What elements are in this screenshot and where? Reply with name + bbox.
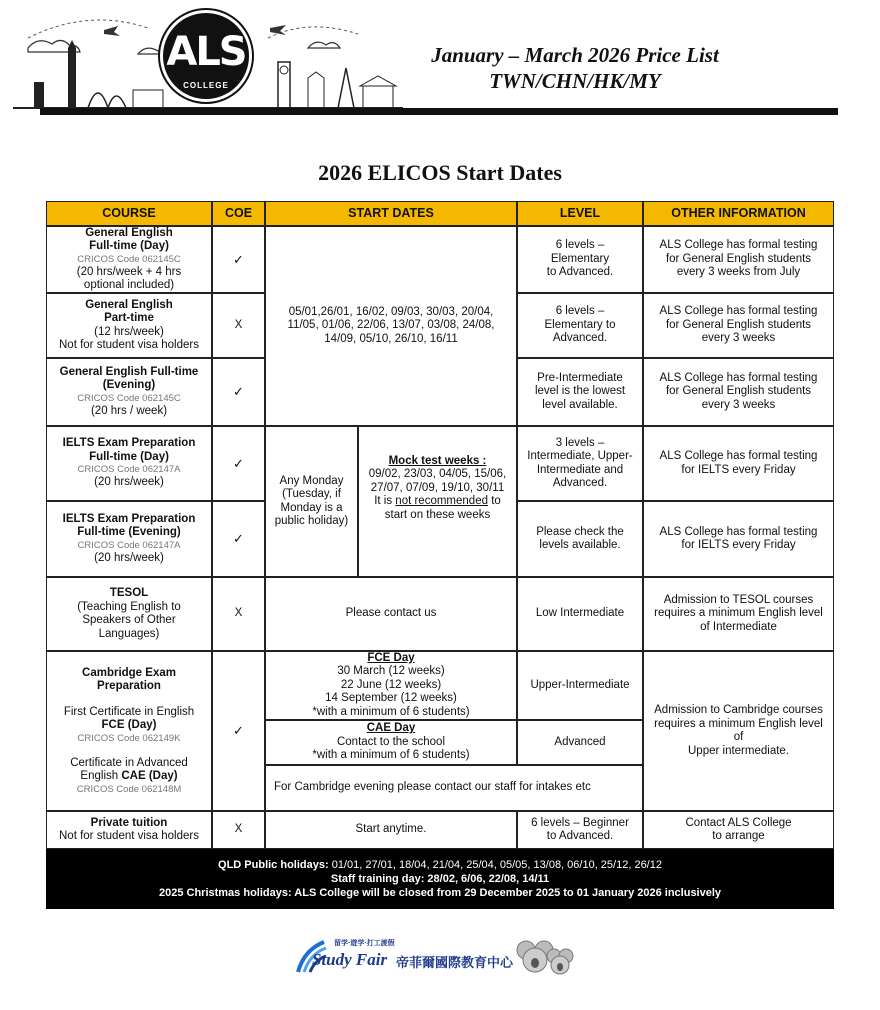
info-line: for General English students xyxy=(665,252,812,265)
mock-note: start on these weeks xyxy=(384,508,491,521)
info-line: ALS College has formal testing xyxy=(659,371,818,384)
visa-note: Not for student visa holders xyxy=(59,830,199,842)
info-line: every 3 weeks xyxy=(701,332,776,345)
info-line: ALS College has formal testing xyxy=(659,305,818,318)
info-line: every 3 weeks from July xyxy=(676,266,801,279)
coe-mark: ✓ xyxy=(212,426,265,501)
course-mode: Full-time (Day) xyxy=(89,450,169,463)
dates-line: 14 September (12 weeks) xyxy=(325,692,457,705)
coe-mark: ✓ xyxy=(212,651,265,811)
tesol-start-dates: Please contact us xyxy=(265,577,517,651)
course-mode: Part-time xyxy=(104,312,154,324)
cricos-code: CRICOS Code 062145C xyxy=(77,392,181,404)
study-fair-tagline: 留学·遊学·打工渡假 xyxy=(334,940,395,947)
level-line: 6 levels – xyxy=(555,239,605,252)
dates-line: 11/05, 01/06, 22/06, 13/07, 03/08, 24/08, xyxy=(287,319,495,332)
fce-label: First Certificate in English xyxy=(63,705,195,718)
course-name: Cambridge Exam xyxy=(82,666,176,679)
public-holidays-label: QLD Public holidays: xyxy=(218,859,329,871)
info-cell xyxy=(643,358,834,426)
course-hours: (20 hrs/week) xyxy=(94,551,164,564)
info-line: for General English students xyxy=(665,318,812,331)
course-general-english-evening xyxy=(46,358,212,426)
level-line: level is the lowest xyxy=(534,385,626,398)
visa-note: Not for student visa holders xyxy=(59,339,199,351)
fce-start-dates xyxy=(265,651,517,720)
level-line: 6 levels – xyxy=(555,305,605,318)
start-dates-table xyxy=(46,201,834,909)
info-line: Admission to TESOL courses xyxy=(663,593,814,606)
info-line: of Intermediate xyxy=(700,620,777,633)
dates-line: *with a minimum of 6 students) xyxy=(312,749,470,762)
info-line: Admission to Cambridge courses xyxy=(654,704,823,716)
mock-note-emphasis: not recommended xyxy=(395,495,488,508)
course-ielts-day xyxy=(46,426,212,501)
study-fair-name: Study Fair xyxy=(312,950,388,969)
info-line: ALS College has formal testing xyxy=(659,239,818,252)
dates-line: 22 June (12 weeks) xyxy=(340,678,442,691)
header-other-info: OTHER INFORMATION xyxy=(643,201,834,226)
level-line: level available. xyxy=(542,398,618,411)
public-holidays-line xyxy=(218,858,662,872)
dates-line: 05/01,26/01, 16/02, 09/03, 30/03, 20/04, xyxy=(288,305,494,318)
cae-label xyxy=(80,770,177,784)
cae-label-text: English xyxy=(80,770,122,782)
course-mode: (Evening) xyxy=(102,379,156,392)
header-start-dates: START DATES xyxy=(265,201,517,226)
info-cell xyxy=(643,426,834,501)
title-line-1: January – March 2026 Price List xyxy=(431,43,719,67)
cricos-code: CRICOS Code 062149K xyxy=(77,732,181,744)
coe-mark: X xyxy=(212,811,265,849)
cae-start-dates xyxy=(265,720,517,765)
course-hours-note: optional included) xyxy=(83,279,175,291)
level-line: Advanced. xyxy=(552,477,608,489)
level-line: Intermediate, Upper- xyxy=(527,450,633,462)
ielts-start-dates xyxy=(265,426,358,577)
course-name: General English xyxy=(85,226,173,239)
koala-mascot-icon xyxy=(512,936,574,978)
course-tesol xyxy=(46,577,212,651)
level-cell: Low Intermediate xyxy=(517,577,643,651)
dates-line: Monday is a xyxy=(280,501,343,514)
info-cell xyxy=(643,293,834,358)
logo-wordmark: ALS xyxy=(166,29,246,75)
info-cell xyxy=(643,651,834,811)
course-name: General English Full-time xyxy=(59,365,199,378)
header-course: COURSE xyxy=(46,201,212,226)
dates-line: Any Monday xyxy=(279,474,344,487)
info-cell xyxy=(643,577,834,651)
course-mode: Full-time (Evening) xyxy=(77,526,181,539)
course-general-english-part-time xyxy=(46,293,212,358)
course-desc: Speakers of Other xyxy=(82,614,176,626)
level-line: levels available. xyxy=(539,539,621,551)
als-college-logo xyxy=(160,10,252,102)
course-name: Preparation xyxy=(97,680,161,692)
info-line: for IELTS every Friday xyxy=(681,463,796,476)
price-list-title xyxy=(400,42,750,94)
info-line: Contact ALS College xyxy=(685,816,792,829)
course-general-english-day xyxy=(46,226,212,293)
study-fair-logo xyxy=(294,932,584,980)
level-cell xyxy=(517,811,643,849)
info-cell xyxy=(643,811,834,849)
coe-mark: ✓ xyxy=(212,358,265,426)
cambridge-evening-note: For Cambridge evening please contact our staff for intakes etc xyxy=(265,765,643,811)
course-private-tuition xyxy=(46,811,212,849)
mock-note-text: to xyxy=(488,495,501,508)
level-cell: Upper-Intermediate xyxy=(517,651,643,720)
level-line: Intermediate and xyxy=(536,463,624,476)
course-desc: (Teaching English to xyxy=(77,600,181,613)
dates-line: 30 March (12 weeks) xyxy=(337,665,445,678)
dates-line: (Tuesday, if xyxy=(282,488,341,500)
public-holidays-dates: 01/01, 27/01, 18/04, 21/04, 25/04, 05/05, 13/08, 06/10, 25/12, 26/12 xyxy=(328,859,662,871)
private-start-dates: Start anytime. xyxy=(265,811,517,849)
dates-line: Contact to the school xyxy=(336,735,446,748)
fce-heading: FCE Day xyxy=(367,651,415,664)
info-cell xyxy=(643,226,834,293)
course-name: IELTS Exam Preparation xyxy=(62,512,196,525)
mock-dates: 09/02, 23/03, 04/05, 15/06, xyxy=(368,468,507,481)
level-cell xyxy=(517,501,643,577)
title-line-2: TWN/CHN/HK/MY xyxy=(489,69,661,93)
level-line: Elementary xyxy=(550,252,610,265)
header-coe: COE xyxy=(212,201,265,226)
info-line: ALS College has formal testing xyxy=(659,450,818,462)
info-cell xyxy=(643,501,834,577)
mock-dates: 27/07, 07/09, 19/10, 30/11 xyxy=(370,481,505,494)
level-line: to Advanced. xyxy=(546,830,614,842)
general-english-start-dates xyxy=(265,226,517,426)
cae-label: Certificate in Advanced xyxy=(70,756,188,769)
level-cell: Advanced xyxy=(517,720,643,765)
level-line: 3 levels – xyxy=(555,436,605,449)
page-header xyxy=(0,0,880,120)
course-hours: (20 hrs/week) xyxy=(94,476,164,489)
header-divider xyxy=(40,108,838,115)
mock-note-text: It is xyxy=(374,495,396,508)
course-desc: Languages) xyxy=(98,627,160,640)
cricos-code: CRICOS Code 062147A xyxy=(77,464,181,476)
course-mode: Full-time (Day) xyxy=(89,240,169,252)
course-name: General English xyxy=(85,298,173,311)
level-cell xyxy=(517,226,643,293)
course-hours: (12 hrs/week) xyxy=(94,325,164,338)
holidays-footer xyxy=(46,849,834,909)
coe-mark: ✓ xyxy=(212,501,265,577)
fce-name: FCE (Day) xyxy=(101,719,157,731)
christmas-holidays-line: 2025 Christmas holidays: ALS College will be closed from 29 December 2025 to 01 January 2026 inclusively xyxy=(158,887,722,899)
mock-note xyxy=(374,495,501,509)
coe-mark: ✓ xyxy=(212,226,265,293)
course-ielts-evening xyxy=(46,501,212,577)
course-name: IELTS Exam Preparation xyxy=(62,437,196,450)
level-line: Elementary to xyxy=(544,318,616,331)
mock-heading: Mock test weeks : xyxy=(388,454,487,467)
info-line: ALS College has formal testing xyxy=(659,525,818,538)
ielts-mock-test-weeks xyxy=(358,426,517,577)
coe-mark: X xyxy=(212,293,265,358)
info-line: requires a minimum English level xyxy=(654,607,823,620)
study-fair-chinese-name: 帝菲爾國際教育中心 xyxy=(396,955,514,970)
info-line: to arrange xyxy=(712,830,765,842)
dates-line: 14/09, 05/10, 26/10, 16/11 xyxy=(324,332,458,345)
dates-line: public holiday) xyxy=(274,515,349,527)
dates-line: *with a minimum of 6 students) xyxy=(312,705,470,718)
course-name: Private tuition xyxy=(90,816,168,829)
page-title: 2026 ELICOS Start Dates xyxy=(318,160,562,185)
info-line: every 3 weeks xyxy=(701,398,776,411)
course-hours: (20 hrs/week + 4 hrs xyxy=(76,265,182,278)
info-line: Upper intermediate. xyxy=(688,744,789,757)
cricos-code: CRICOS Code 062147A xyxy=(77,539,181,551)
level-line: 6 levels – Beginner xyxy=(531,816,629,829)
level-cell xyxy=(517,358,643,426)
staff-training-line: Staff training day: 28/02, 6/06, 22/08, 14/11 xyxy=(330,873,550,885)
info-line: for General English students xyxy=(665,385,812,398)
level-cell xyxy=(517,426,643,501)
cricos-code: CRICOS Code 062145C xyxy=(77,253,181,265)
course-name: TESOL xyxy=(109,587,149,599)
course-cambridge xyxy=(46,651,212,811)
info-line: for IELTS every Friday xyxy=(681,539,796,551)
cricos-code: CRICOS Code 062148M xyxy=(76,783,182,795)
level-line: to Advanced. xyxy=(546,266,614,279)
cae-heading: CAE Day xyxy=(366,722,416,735)
level-line: Advanced. xyxy=(552,332,608,345)
header-level: LEVEL xyxy=(517,201,643,226)
info-line: requires a minimum English level of xyxy=(654,717,823,743)
level-line: Please check the xyxy=(536,525,624,538)
coe-mark: X xyxy=(212,577,265,651)
cae-name: CAE (Day) xyxy=(121,770,178,782)
logo-subtext: COLLEGE xyxy=(183,81,229,90)
level-cell xyxy=(517,293,643,358)
level-line: Pre-Intermediate xyxy=(537,371,623,384)
course-hours: (20 hrs / week) xyxy=(90,404,168,417)
